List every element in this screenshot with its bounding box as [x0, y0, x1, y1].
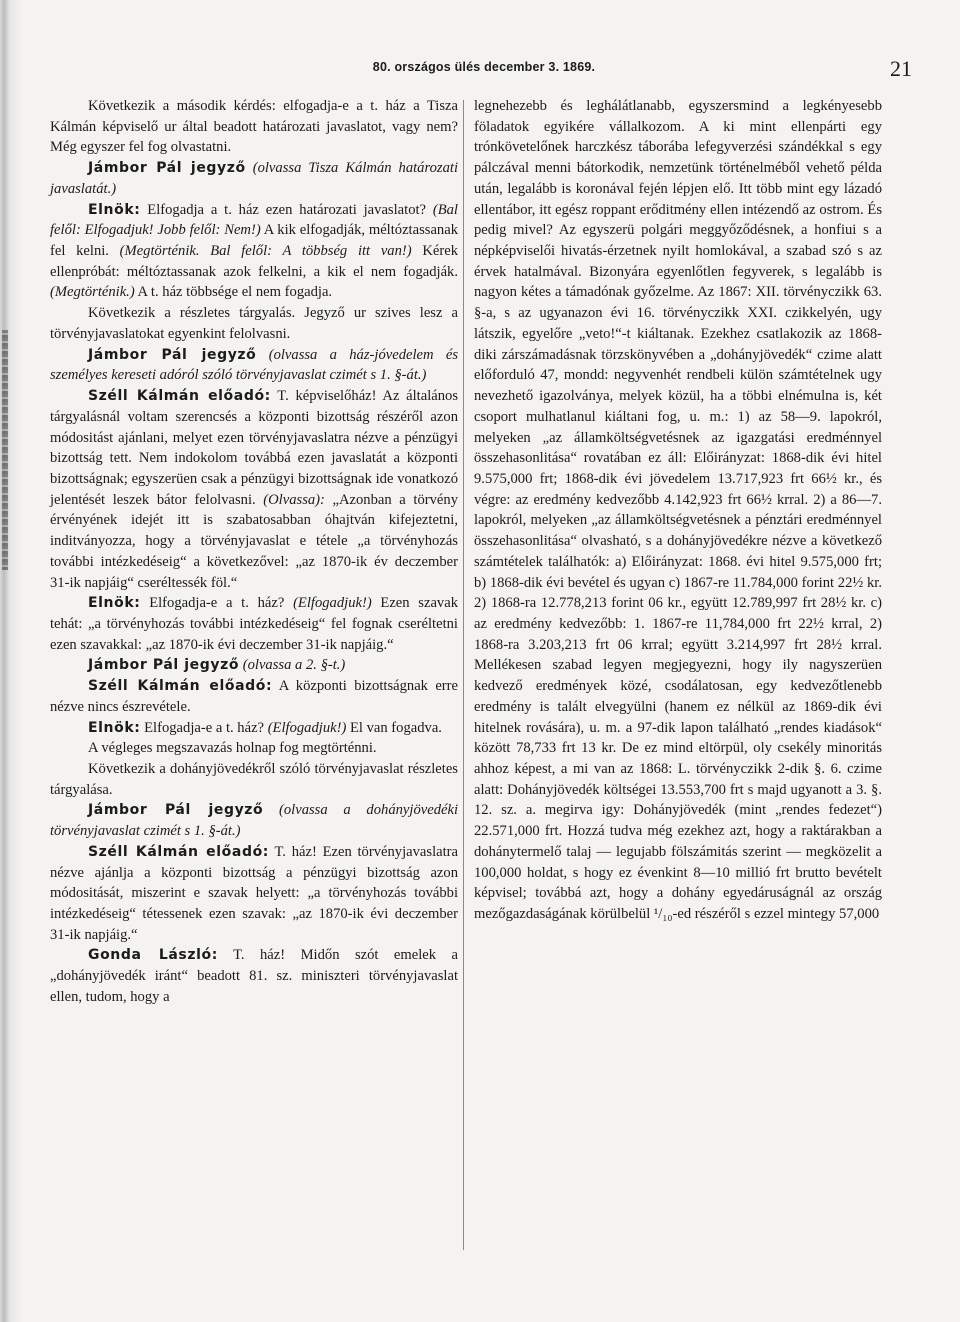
stage-direction: (Elfogadjuk!) [293, 595, 372, 612]
text-run: A t. ház többsége el nem fogadja. [134, 284, 333, 301]
stage-direction: (Elfogadjuk!) [267, 719, 347, 736]
text-run: Elfogadja a t. ház ezen határozati javaslatot? [140, 201, 433, 218]
speaker-paragraph [50, 676, 458, 717]
stage-direction: (olvassa a ház-jóvedelem és személyes kereseti adóról szóló törvényjavaslat czimét s 1. §-át.) [50, 346, 458, 384]
stage-direction: (Megtörténik.) [50, 284, 135, 301]
text-run: Következik a dohányjövedékről szóló törvényjavaslat részletes tárgyalása. [50, 761, 458, 798]
speaker-paragraph [50, 158, 458, 199]
scan-edge-shadow [0, 0, 22, 1322]
text-run [246, 160, 253, 176]
stage-direction: (Megtörténik. Bal felől: A többség itt van!) [119, 243, 412, 260]
speaker-name: Széll Kálmán előadó: [88, 388, 271, 405]
text-run: A kik elfogadják, méltóztassanak fel kelni. [50, 222, 458, 260]
speaker-name: Jámbor Pál jegyző [88, 802, 264, 819]
stage-direction: (olvassa a 2. §-t.) [242, 657, 346, 674]
text-run: Következik a részletes tárgyalás. Jegyző ur szives lesz a törvényjavaslatokat egyenkint felolvasni. [50, 305, 458, 342]
text-run: El van fogadva. [346, 719, 442, 736]
right-column [474, 96, 882, 925]
left-column [50, 96, 458, 1008]
stage-direction: (Bal felől: Elfogadjuk! Jobb felől: Nem!) [50, 201, 458, 239]
speaker-paragraph [50, 842, 458, 946]
text-run: A végleges megszavazás holnap fog megtörténni. [88, 740, 377, 757]
stage-direction: (Olvassa): [263, 491, 325, 508]
text-run: Ezen szavak tehát: „a törvényhozás további intézkedéseig“ fel fognak cseréltetni ezen szavakkal: „az 1870-ik évi deczember 31-ik napjáig.“ [50, 595, 459, 653]
speaker-name: Széll Kálmán előadó: [88, 678, 273, 695]
text-run: T. képviselőház! Az általános tárgyalásnál voltam szerencsés a központi bizottság részéről azon módositást ajánlani, melyet ezen törvényjavaslatra nézve a pénzügyi bizottság tett. Nem indokolom továbbá ezen javaslatát a központi bizottságnak; egyszerüen csak a pénzügyi bizottságnak ide vonatkozó jelentését leszek bátor felolvasni. [50, 388, 458, 508]
paragraph [50, 96, 458, 158]
page-header [48, 54, 920, 94]
text-run: Elfogadja-e a t. ház? [140, 595, 294, 612]
speaker-paragraph [50, 718, 458, 739]
text-run: Elfogadja-e a t. ház? [140, 719, 268, 736]
speaker-name: Elnök: [88, 719, 141, 736]
speaker-paragraph [50, 345, 458, 386]
speaker-name: Jámbor Pál jegyző [88, 657, 240, 674]
speaker-name: Jámbor Pál jegyző [88, 160, 246, 177]
speaker-name: Elnök: [88, 201, 141, 218]
text-run [256, 347, 268, 363]
paragraph [50, 303, 458, 344]
speaker-paragraph [50, 386, 458, 593]
speaker-name: Elnök: [88, 595, 141, 612]
speaker-name: Jámbor Pál jegyző [88, 346, 257, 363]
text-run: „Azonban a törvény érvényének idejét itt is szabatosabban óhajtván kifejeztetni, inditványozza, hogy a törvényjavaslat e tétele „a törvényhozás további intézkedéseig“ a következővel: „az 1870-ik év deczember 31-ik napjáig“ cseréltessék föl.“ [50, 491, 458, 591]
text-run: legnehezebb és leghálátlanabb, egyszersmind a legkényesebb föladatok egyikére vállalkozom. A ki mint ellenpárti egy trónkövetelőnek harczkész táborába lefegyverzési szándékkal s egy pálczával menni bátorkodik, nemzetünk történelméből vehető példa után, legalább is koronával fején lépjen elő. Itt több mint egy lázadó ellentábor, itt egész roppant erőditmény ellen intézendő az ostrom. És pedig mivel? Az egyszerü polgári meggyőződésnek, a honfiui s a népképviselői hivatás-érzetnek nyilt homlokával, a szabad szó s az érvek hatalmával. Bizonyára egyenlőtlen fegyverek, s legalább is nagyon kétes a támadónak győzelme. Az 1867: XII. törvényczikk 63. §-a, s az ugyanazon évi 16. törvényczikk XXI. czikkelyén, ugy látszik, egyelőre „veto!“-t kiáltanak. Ezekhez csatlakozik az 1868-diki zárszámadásnak törzskönyvében a „dohányjövedék“ czime alatt előforduló 47, mondd: negyvenhét rendbeli külön számtételnek ugy nevezhető igazolványa, melyek közül, ha a többi elnémulna is, két csoport mulhatlanul kiáltani fog, u. m.: 1) az 58—9. lapokról, melyeken „az államköltségvetésnek az igazgatási eredménnyel összehasonlitása“ rovatában ez áll: Előirányzat: 1868-dik évi hitel 9.575,000 frt; 1868-dik évi jövedelem 13.717,923 frt 66½ kr., és végre: az eredmény kedvezőbb 4.142,923 frt 66½ krral. 2) a 86—7. lapokról, melyeken „az államköltségvetésnek a pénztári eredménnyel összehasonlitása“ olvasható, s a dohányjövedékre nézve a következő számtételek találhatók: a) Előirányzat: 1868. évi hitel 9.575,000 frt; b) 1868-dik évi bevétel és ugyan c) 1867-re 11.784,000 forint 22½ kr. 2) 1868-ra 12.778,213 forint 06 kr., együtt 12.789,997 frt 28½ kr. c) az eredmény kedvezőbb: 1. 1867-re 11,784,000 frt 22½ krral, 2) 1868-ra 3.203,213 frt 06 krral; együtt 3.214,997 frt 28½ krral. Mellékesen szabad legyen megjegyezni, hogy ily nagyszerüen kedvező eredmények közé, csodálatosan, egy kedvezőtlenebb eredmény is talált elvegyülni (hanem ez nélkül az 1869-dik évi hitelnek rovására), u. m. a 97-dik lapon található „rendes kiadások“ között 78,733 frt 13 kr. De ez mind eltörpül, oly csekély minoritás ahhoz képest, a mi van az 1868: L. törvényczikk 2-dik §. 6. czime alatt: Dohányjövedék költségei 13.553,700 frt s majd ugyanott a 3. §. 12. sz. a. megirva igy: Dohányjövedék (mint „rendes fedezet“) 22.571,000 frt. Hozzá tudva még ezekhez azt, hogy a raktárakban a dohánytermelő talaj — legujabb fölszámitás szerint — megközelit a 100,000 holdat, s hogy ez évenkint 8—10 millió frt brutto bevételt képvisel; továbbá azt, hogy a dohány egyedáruságnál az ország mezőgazdaságának körülbelül ¹/₁₀-ed részéről s ezzel mintegy 57,000 [474, 98, 882, 923]
page-number: 21 [890, 56, 912, 81]
column-divider [463, 100, 464, 1250]
text-run: Következik a második kérdés: elfogadja-e a t. ház a Tisza Kálmán képviselő ur által beadott határozati javaslatot, vagy nem? Még egyszer fel fog olvastatni. [50, 98, 458, 156]
text-run: T. ház! Ezen törvényjavaslatra nézve ajánlja a központi bizottság a pénzügyi bizottság azon módositását, miszerint e szavak helyett: „a törvényhozás további intézkedéseig“ tétessenek ezen szavak: „az 1870-ik évi deczember 31-ik napjáig.“ [50, 843, 458, 943]
speaker-paragraph [50, 200, 458, 304]
speaker-name: Széll Kálmán előadó: [88, 843, 269, 860]
speaker-paragraph [50, 945, 458, 1007]
continued-paragraph [474, 96, 882, 925]
text-run [263, 802, 279, 818]
stage-direction: (olvassa Tisza Kálmán határozati javaslatát.) [50, 160, 458, 197]
paragraph [50, 759, 458, 800]
stage-direction: (olvassa a dohányjövedéki törvényjavaslat czimét s 1. §-át.) [50, 802, 459, 840]
speaker-paragraph [50, 593, 458, 655]
paragraph [50, 738, 458, 759]
text-run: Kérek ellenpróbát: méltóztassanak azok felkelni, a kik el nem fogadják. [50, 243, 458, 280]
text-run: A központi bizottságnak erre nézve nincs észrevétele. [50, 678, 458, 715]
running-head: 80. országos ülés december 3. 1869. [372, 60, 596, 74]
text-run: T. ház! Midőn szót emelek a „dohányjövedék iránt“ beadott 81. sz. miniszteri törvényjavaslat ellen, tudom, hogy a [50, 947, 458, 1005]
speaker-paragraph [50, 655, 458, 676]
speaker-name: Gonda László: [88, 947, 218, 964]
speaker-paragraph [50, 800, 458, 841]
